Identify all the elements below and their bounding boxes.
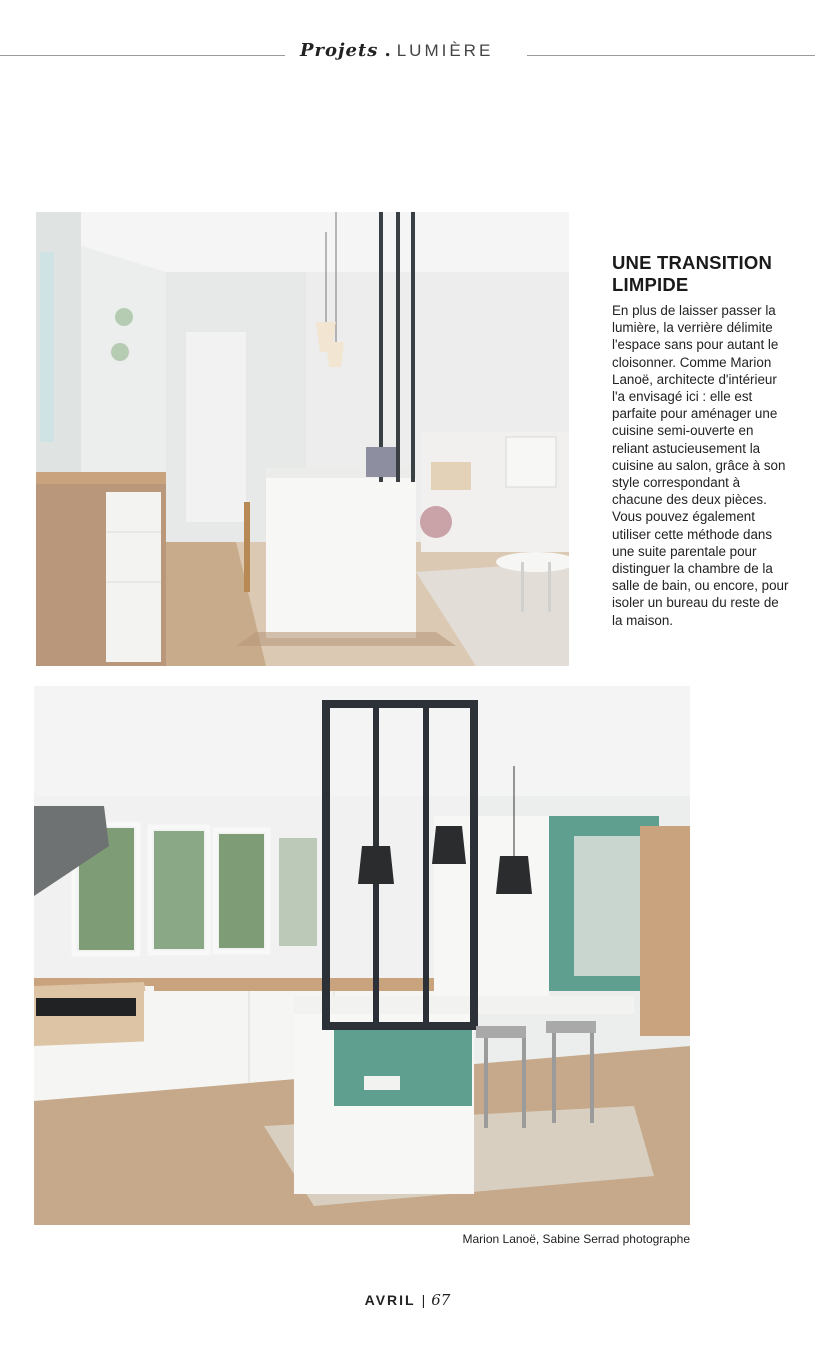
rubric-name: LUMIÈRE <box>396 41 494 60</box>
kitchen-photo-bottom <box>34 686 690 1225</box>
page-folio <box>0 1291 815 1310</box>
kitchen-illustration-top <box>36 212 569 666</box>
folio-month: AVRIL <box>364 1292 416 1308</box>
folio-separator: | <box>421 1292 426 1308</box>
section-name: Projets <box>300 40 379 61</box>
page-number: 67 <box>431 1291 451 1309</box>
kitchen-illustration-bottom <box>34 686 690 1225</box>
header-rule-left <box>0 55 285 56</box>
kitchen-photo-top <box>36 212 569 666</box>
article-heading: UNE TRANSITION LIMPIDE <box>612 252 773 295</box>
article-body: En plus de laisser passer la lumière, la verrière délimite l'espace sans pour autant le cloisonner. Comme Marion Lanoë, architecte d'intérieur l'a envisagé ici : elle est parfaite pour aménager une cuisine semi-ouverte en reliant astucieusement la cuisine au salon, grâce à son style correspondant à chacune des deux pièces. Vous pouvez également utiliser cette méthode dans une suite parentale pour distinguer la chambre de la salle de bain, ou encore, pour isoler un bureau du reste de la maison. <box>612 303 789 628</box>
header-rule-right <box>527 55 815 56</box>
photo-credit: Marion Lanoë, Sabine Serrad photographe <box>462 1232 690 1246</box>
article-sidebar <box>612 252 792 629</box>
running-header <box>300 40 522 61</box>
header-separator: . <box>384 40 391 61</box>
